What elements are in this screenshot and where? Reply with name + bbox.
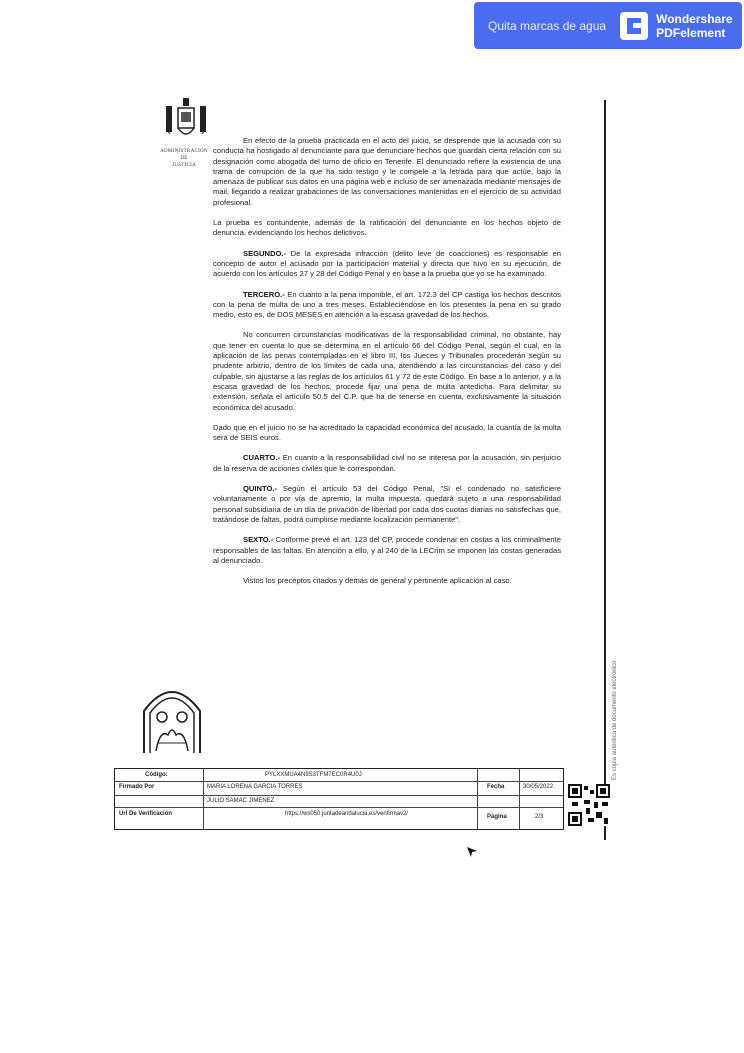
paragraph-segundo: SEGUNDO.- De la expresada infracción (delito leve de coacciones) es responsable en concepto de autor el acusado por la participación material y directa que tuvo en su ejecución, de acuerdo con los artículos 27 y 28 del Código Penal y en base a la prueba que yo se ha examinado.	[213, 248, 561, 279]
paragraph-circunstancias: No concurren circunstancias modificativas de la responsabilidad criminal, no obstante, hay que tener en cuenta lo que se determina en el artículo 66 del Código Penal, según el cual, en la aplicación de las penas contempladas en el libro III, los Jueces y Tribunales procederán según su prudente arbitrio, dentro de los límites de cada una, atendiendo a las circunstancias del caso y del culpable, sin ajustarse a las reglas de los artículos 61 y 72 de este Código. En base a lo anterior, y a la escasa gravedad de los hechos, procede fijar una pena de multa antedicha. Para delimitar su extensión, señala el artículo 50.5 del C.P. que ha de tenerse en cuenta, exclusivamente la situación económica del acusado.	[213, 330, 561, 412]
qr-code-icon	[568, 784, 610, 826]
verification-table	[114, 768, 564, 830]
paragraph-tercero: TERCERO.- En cuanto a la pena imponible, el art. 172.3 del CP castiga los hechos descritos con la pena de multa de uno a tres meses. Estableciéndose en los presentes la pena en su grado medio, esto es, de DOS MESES en atención a la escasa gravedad de los hechos.	[213, 289, 561, 320]
verification-footer	[114, 768, 609, 830]
watermark-banner[interactable]	[474, 2, 742, 49]
brand-name: Wondershare PDFelement	[656, 11, 733, 40]
paragraph-cuarto: CUARTO.- En cuanto a la responsabilidad civil no se interesa por la acusación, sin perjuicio de la reserva de acciones civiles que le correspondan.	[213, 453, 561, 473]
andalucia-seal-icon	[140, 677, 204, 757]
side-verification-text: Es copia auténtica de documento electrónico	[612, 660, 618, 780]
codigo-value: PYLXXMUA4N9S3TFM7EC0R4U0J	[265, 772, 362, 778]
paragraph-quinto: QUINTO.- Según el artículo 53 del Código Penal, "Si el condenado no satisficiere voluntariamente o por vía de apremio, la multa impuesta, quedará sujeto a una responsabilidad personal subsidiaria de un día de privación de libertad por cada dos cuotas diarias no satisfechas que, tratándose de faltas, podrá cumplirse mediante localización permanente".	[213, 484, 561, 524]
remove-watermark-link[interactable]: Quita marcas de agua	[488, 18, 607, 33]
codigo-label: Código:	[145, 772, 168, 778]
url-label: Url De Verificación	[119, 811, 173, 817]
fecha-value: 30/05/2022	[523, 784, 554, 790]
crest-caption: ADMINISTRACION DE JUSTICIA	[160, 149, 208, 168]
paragraph-sexto: SEXTO.- Conforme prevé el art. 123 del CP, procede condenar en costas a los criminalmente responsables de las faltas. En atención a ello, y al 240 de la LECrim se imponen las costas generadas al denunciado.	[213, 535, 561, 565]
pdfelement-logo-icon	[620, 12, 648, 40]
page-edge-line	[604, 100, 606, 840]
firmante-2: JULIO SAMAC JIMENEZ	[207, 798, 275, 804]
document-body	[213, 136, 561, 596]
url-value[interactable]: https://ws050.juntadeandalucia.es/verifirmav2/	[285, 811, 409, 817]
paragraph-1: En efecto de la prueba practicada en el acto del juicio, se desprende que la acusada con su conducta ha hostigado al denunciante para que denunciare hechos que guardan cierta relación con su designación como abogada del turno de oficio en Tenerife. El denunciado refiere la existencia de una trama de corrupción de la que ha sido testigo y le compele a la letrada para que actúe, bajo la amenaza de publicar sus datos en una página web e incluso de ser amenazada mediante mensajes de mail, llegando a realizar grabaciones de las conversaciones mantenidas en el ejercicio de su actividad profesional.	[213, 136, 561, 207]
pagina-value: 2/3	[535, 814, 544, 820]
fecha-label: Fecha	[487, 784, 505, 790]
paragraph-2: La prueba es contundente, además de la ratificación del denunciante en los hechos objeto de denuncia, evidenciando los hechos delictivos.	[213, 218, 561, 238]
pagina-label: Página	[487, 814, 507, 820]
firmado-label: Firmado Por	[119, 784, 155, 790]
mouse-cursor-icon	[465, 845, 479, 859]
paragraph-vistos: Vistos los preceptos citados y demás de general y pertinente aplicación al caso.	[243, 576, 512, 586]
paragraph-cuantia: Dado que en el juicio no se ha acreditado la capacidad económica del acusado, la cuantía de la multa será de SEIS euros.	[213, 422, 561, 443]
firmante-1: MARIA LORENA GARCIA TORRES	[207, 784, 303, 790]
coat-of-arms-icon	[158, 96, 214, 148]
